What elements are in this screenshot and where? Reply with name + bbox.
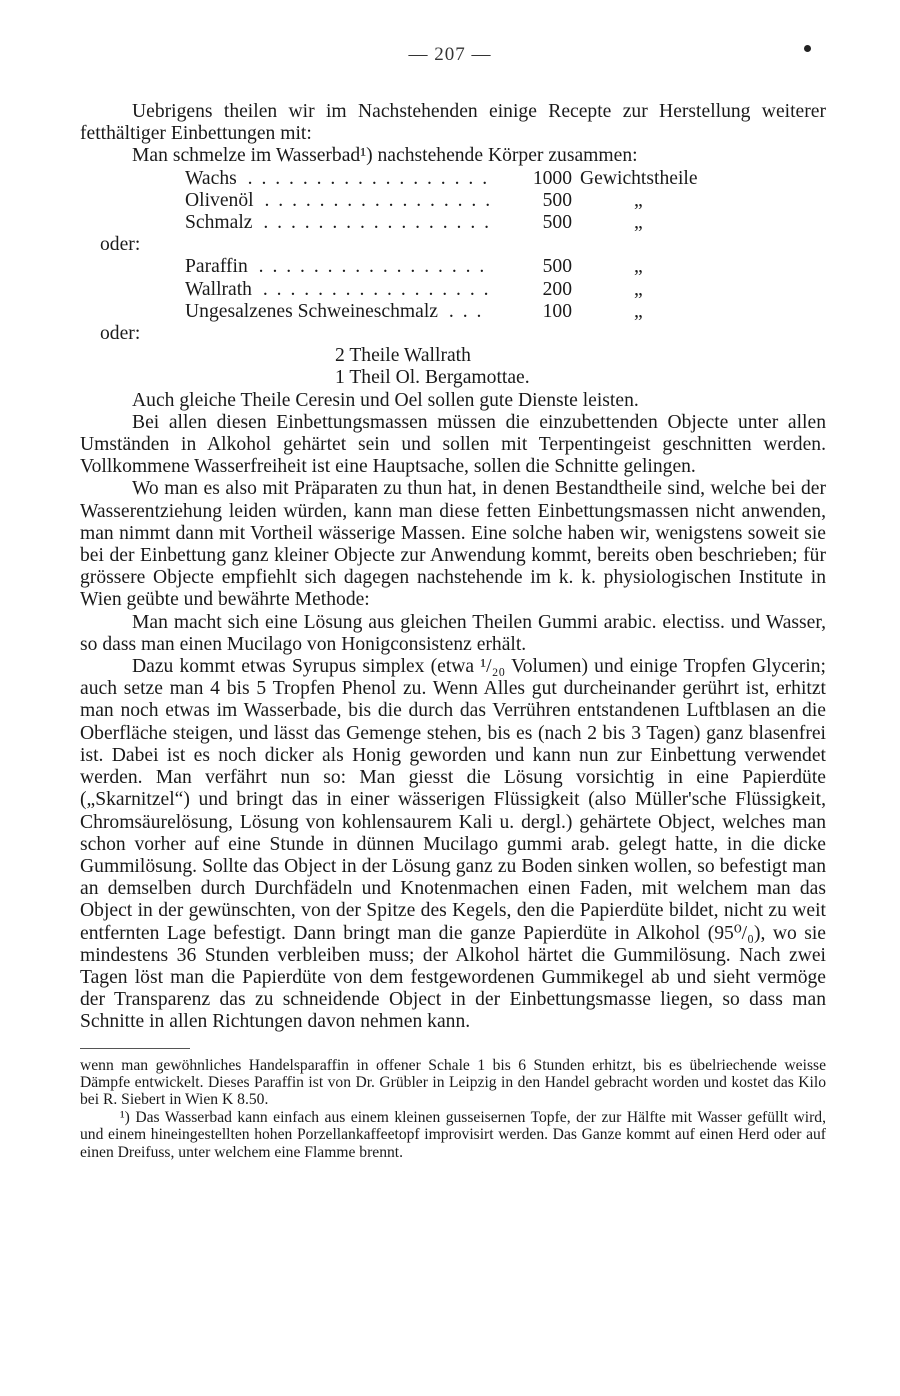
recipe-row — [80, 279, 826, 301]
page-number: — 207 — — [408, 44, 492, 65]
footnotes — [80, 1057, 826, 1161]
recipe-row — [80, 190, 826, 212]
ingredient-amount: 1000 — [532, 167, 572, 189]
recipe-row — [80, 212, 826, 234]
ink-speck — [804, 45, 811, 52]
recipe-row — [80, 256, 826, 278]
footnote-divider — [80, 1048, 190, 1049]
ingredient-unit: Gewichtstheile — [580, 167, 698, 189]
main-text — [80, 101, 826, 1161]
ingredient-unit: „ — [634, 256, 643, 278]
recipe-group-2 — [80, 256, 826, 323]
ingredient-amount: 500 — [542, 212, 572, 234]
recipe-group-1 — [80, 168, 826, 235]
recipe-row — [80, 301, 826, 323]
recipe-line: 2 Theile Wallrath — [335, 345, 471, 367]
body-paragraph: Wo man es also mit Präparaten zu thun hat, in denen Bestandtheile sind, welche bei der Wasserentziehung leiden würden, kann man diese fetten Einbettungsmassen nicht anwenden, man nimmt dann mit Vortheil wässerige Massen. Eine solche haben wir, wenigstens soweit sie bei der Einbettung ganz kleiner Objecte zur Anwendung kommt, bereits oben beschrieben; für grössere Objecte empfiehlt sich dagegen nachstehende im k. k. physiologischen Institute in Wien geübte und bewährte Methode: — [80, 478, 826, 611]
recipe-line: 1 Theil Ol. Bergamottae. — [335, 367, 530, 389]
ingredient-name: Schmalz — [185, 212, 256, 233]
recipe-intro: Man schmelze im Wasserbad¹) nachstehende Körper zusammen: — [132, 145, 638, 167]
oder-label: oder: — [100, 234, 141, 256]
ingredient-unit: „ — [634, 212, 643, 234]
body-paragraph: Man macht sich eine Lösung aus gleichen Theilen Gummi arabic. electiss. und Wasser, so dass man einen Mucilago von Honigconsistenz erhält. — [80, 611, 826, 655]
footnote: ¹) Das Wasserbad kann einfach aus einem kleinen gusseisernen Topfe, der zur Hälfte mit Wasser gefüllt wird, und einem hineingestellten hohen Porzellankaffeetopf improvisirt werden. Das Ganze kommt auf einen Herd oder auf einen Dreifuss, unter welchem eine Flamme brennt. — [80, 1108, 826, 1161]
ingredient-amount: 500 — [542, 256, 572, 278]
footnote-continuation: wenn man gewöhnliches Handelsparaffin in offener Schale 1 bis 6 Stunden erhitzt, bis es übelriechende weisse Dämpfe entwickelt. Dieses Paraffin ist von Dr. Grübler in Leipzig in den Handel gebracht worden und kostet das Kilo bei R. Siebert in Wien K 8.50. — [80, 1056, 826, 1109]
intro-paragraph: Uebrigens theilen wir im Nachstehenden einige Recepte zur Herstellung weiterer fetthältiger Einbettungen mit: — [80, 101, 826, 145]
body-paragraph: Auch gleiche Theile Ceresin und Oel sollen gute Dienste leisten. — [132, 389, 639, 411]
ingredient-unit: „ — [634, 189, 643, 211]
ingredient-unit: „ — [634, 300, 643, 322]
ingredient-amount: 200 — [542, 278, 572, 300]
ingredient-name: Olivenöl — [185, 190, 258, 211]
recipe-row — [80, 168, 826, 190]
oder-label: oder: — [100, 323, 141, 345]
ingredient-name: Ungesalzenes Schweineschmalz — [185, 301, 442, 322]
ingredient-name: Wallrath — [185, 279, 256, 300]
body-paragraph: Dazu kommt etwas Syrupus simplex (etwa ¹/₂₀ Volumen) und einige Tropfen Glycerin; auch setze man 4 bis 5 Tropfen Phenol zu. Wenn Alles gut durcheinander gerührt ist, erhitzt man noch etwas im Wasserbade, bis die durch das Verrühren entstandenen Luftblasen an die Oberfläche steigen, und lässt das Gemenge stehen, bis es (nach 2 bis 3 Tagen) ganz blasenfrei ist. Dabei ist es noch dicker als Honig geworden und kann nun zur Einbettung verwendet werden. Man verfährt nun so: Man giesst die Lösung vorsichtig in eine Papierdüte („Skarnitzel“) und bringt das in einer wässerigen Flüssigkeit (also Müller'sche Flüssigkeit, Chromsäurelösung, Lösung von kohlensaurem Kali u. dergl.) gehärtete Object, welches man schon vorher auf eine Stunde in dünnen Mucilago gummi arab. gelegt hatte, in die dicke Gummilösung. Sollte das Object in der Lösung ganz zu Boden sinken wollen, so befestigt man an demselben durch Durchfädeln und Knotenmachen einen Faden, mit welchem man das Object in der gewünschten, von der Spitze des Kegels, den die Papierdüte bildet, nicht zu weit entfernten Lage befestigt. Dann bringt man die ganze Papierdüte in Alkohol (95⁰/₀), wo sie mindestens 36 Stunden verbleiben muss; der Alkohol härtet die Gummilösung. Nach zwei Tagen löst man die Papierdüte von dem festgewordenen Gummikegel ab und sieht vermöge der Transparenz das zu schneidende Object in der Einbettungsmasse liegen, so dass man Schnitte in allen Richtungen davon nehmen kann. — [80, 656, 826, 1033]
body-paragraph: Bei allen diesen Einbettungsmassen müssen die einzubettenden Objecte unter allen Umständen in Alkohol gehärtet sein und sollen mit Terpentingeist geschnitten werden. Vollkommene Wasserfreiheit ist eine Hauptsache, sollen die Schnitte gelingen. — [80, 411, 826, 478]
ingredient-unit: „ — [634, 278, 643, 300]
ingredient-name: Wachs — [185, 168, 241, 189]
ingredient-name: Paraffin — [185, 256, 252, 277]
recipe-group-3 — [80, 345, 826, 389]
ingredient-amount: 500 — [542, 189, 572, 211]
ingredient-amount: 100 — [542, 300, 572, 322]
